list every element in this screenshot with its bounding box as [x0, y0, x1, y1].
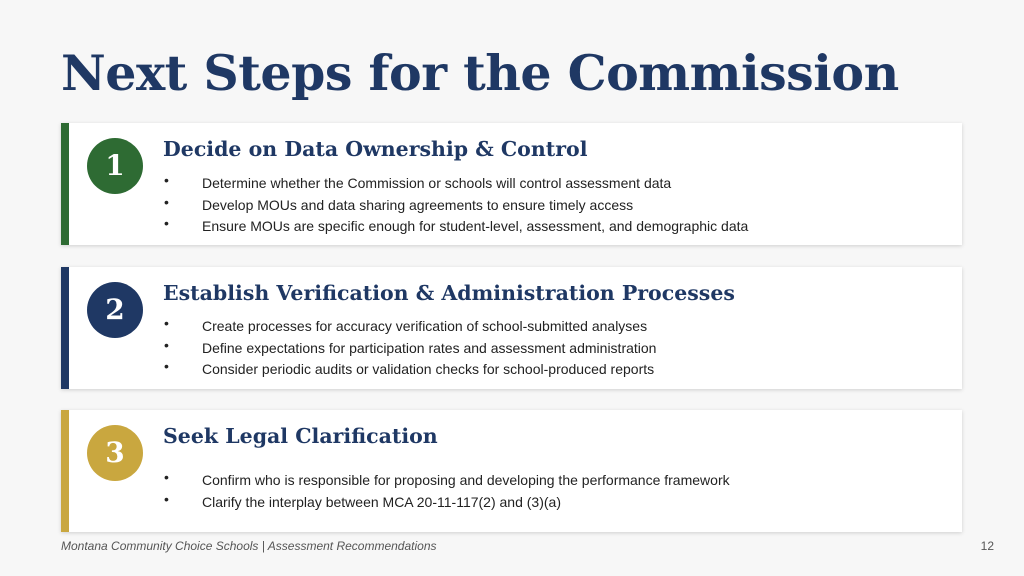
bullet-icon: •: [164, 193, 169, 210]
step-number-badge: 1: [87, 138, 143, 194]
accent-bar: [61, 410, 69, 532]
bullet-icon: •: [164, 336, 169, 353]
bullet-text: Confirm who is responsible for proposing and developing the performance framework: [202, 472, 730, 488]
bullet-text: Determine whether the Commission or schools will control assessment data: [202, 175, 672, 191]
page-number: 12: [980, 539, 994, 553]
accent-bar: [61, 123, 69, 245]
bullet-item: [163, 173, 748, 195]
bullet-icon: •: [164, 469, 169, 485]
step-heading: Establish Verification & Administration Processes: [163, 281, 735, 305]
step-heading: Seek Legal Clarification: [163, 424, 438, 448]
bullet-item: [163, 316, 656, 338]
bullet-text: Clarify the interplay between MCA 20-11-117(2) and (3)(a): [202, 493, 561, 510]
bullet-text: Develop MOUs and data sharing agreements to ensure timely access: [202, 196, 634, 213]
step-card-2: [61, 267, 962, 389]
bullet-item: [163, 195, 748, 217]
bullet-item: [163, 359, 656, 381]
bullet-item: [163, 492, 730, 514]
step-number-badge: 2: [87, 282, 143, 338]
bullet-icon: •: [164, 358, 169, 374]
slide-title: Next Steps for the Commission: [61, 44, 899, 102]
bullet-text: Consider periodic audits or validation checks for school-produced reports: [202, 361, 655, 377]
bullet-list: [163, 470, 730, 513]
step-heading: Decide on Data Ownership & Control: [163, 137, 588, 161]
bullet-text: Create processes for accuracy verification of school-submitted analyses: [202, 318, 648, 334]
bullet-icon: •: [164, 315, 169, 331]
bullet-icon: •: [164, 215, 169, 231]
bullet-list: [163, 316, 656, 381]
footer-text: Montana Community Choice Schools | Assessment Recommendations: [61, 539, 437, 553]
bullet-text: Define expectations for participation rates and assessment administration: [202, 339, 657, 356]
bullet-icon: •: [164, 490, 169, 507]
step-card-1: [61, 123, 962, 245]
accent-bar: [61, 267, 69, 389]
step-number-badge: 3: [87, 425, 143, 481]
bullet-icon: •: [164, 172, 169, 188]
bullet-text: Ensure MOUs are specific enough for student-level, assessment, and demographic data: [202, 218, 749, 234]
bullet-item: [163, 470, 730, 492]
bullet-list: [163, 173, 748, 238]
bullet-item: [163, 216, 748, 238]
bullet-item: [163, 338, 656, 360]
step-card-3: [61, 410, 962, 532]
